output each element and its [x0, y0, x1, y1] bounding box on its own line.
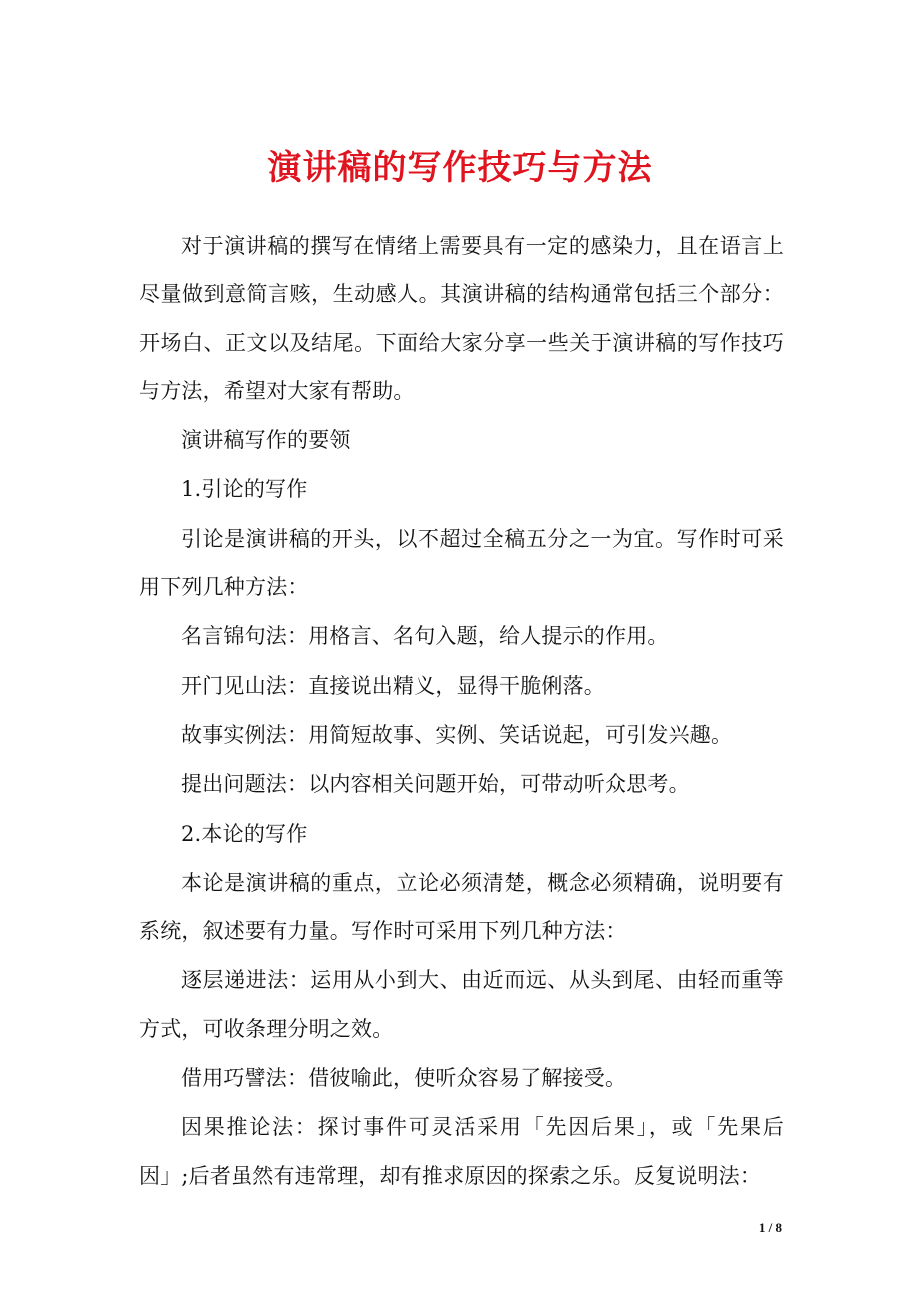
paragraph-intro: 对于演讲稿的撰写在情绪上需要具有一定的感染力，且在语言上尽量做到意简言赅，生动感人。其演讲稿的结构通常包括三个部分：开场白、正文以及结尾。下面给大家分享一些关于演讲稿的写作技巧与方法，希望对大家有帮助。	[139, 234, 784, 403]
paragraph-method-quote: 名言锦句法：用格言、名句入题，给人提示的作用。	[181, 624, 669, 649]
paragraph-method-question: 提出问题法：以内容相关问题开始，可带动听众思考。	[181, 772, 690, 797]
paragraph-heading-introduction: 1.引论的写作	[181, 477, 308, 502]
paragraph-introduction-desc: 引论是演讲稿的开头，以不超过全稿五分之一为宜。写作时可采用下列几种方法：	[139, 526, 784, 600]
paragraph-heading-essentials: 演讲稿写作的要领	[181, 428, 351, 453]
document-title: 演讲稿的写作技巧与方法	[267, 148, 653, 188]
paragraph-method-causal: 因果推论法：探讨事件可灵活采用「先因后果」，或「先果后因」;后者虽然有违常理，却有推求原因的探索之乐。反复说明法：	[139, 1115, 784, 1188]
paragraph-method-progressive: 逐层递进法：运用从小到大、由近而远、从头到尾、由轻而重等方式，可收条理分明之效。	[139, 968, 784, 1041]
document-body	[139, 222, 784, 1201]
paragraph-body-desc: 本论是演讲稿的重点，立论必须清楚，概念必须精确，说明要有系统，叙述要有力量。写作时可采用下列几种方法：	[139, 870, 784, 944]
paragraph-method-metaphor: 借用巧譬法：借彼喻此，使听众容易了解接受。	[181, 1066, 627, 1091]
paragraph-method-direct: 开门见山法：直接说出精义，显得干脆俐落。	[181, 673, 605, 698]
page-number: 1 / 8	[758, 1220, 782, 1235]
paragraph-method-story: 故事实例法：用简短故事、实例、笑话说起，可引发兴趣。	[181, 722, 733, 747]
paragraph-heading-body: 2.本论的写作	[181, 821, 308, 846]
